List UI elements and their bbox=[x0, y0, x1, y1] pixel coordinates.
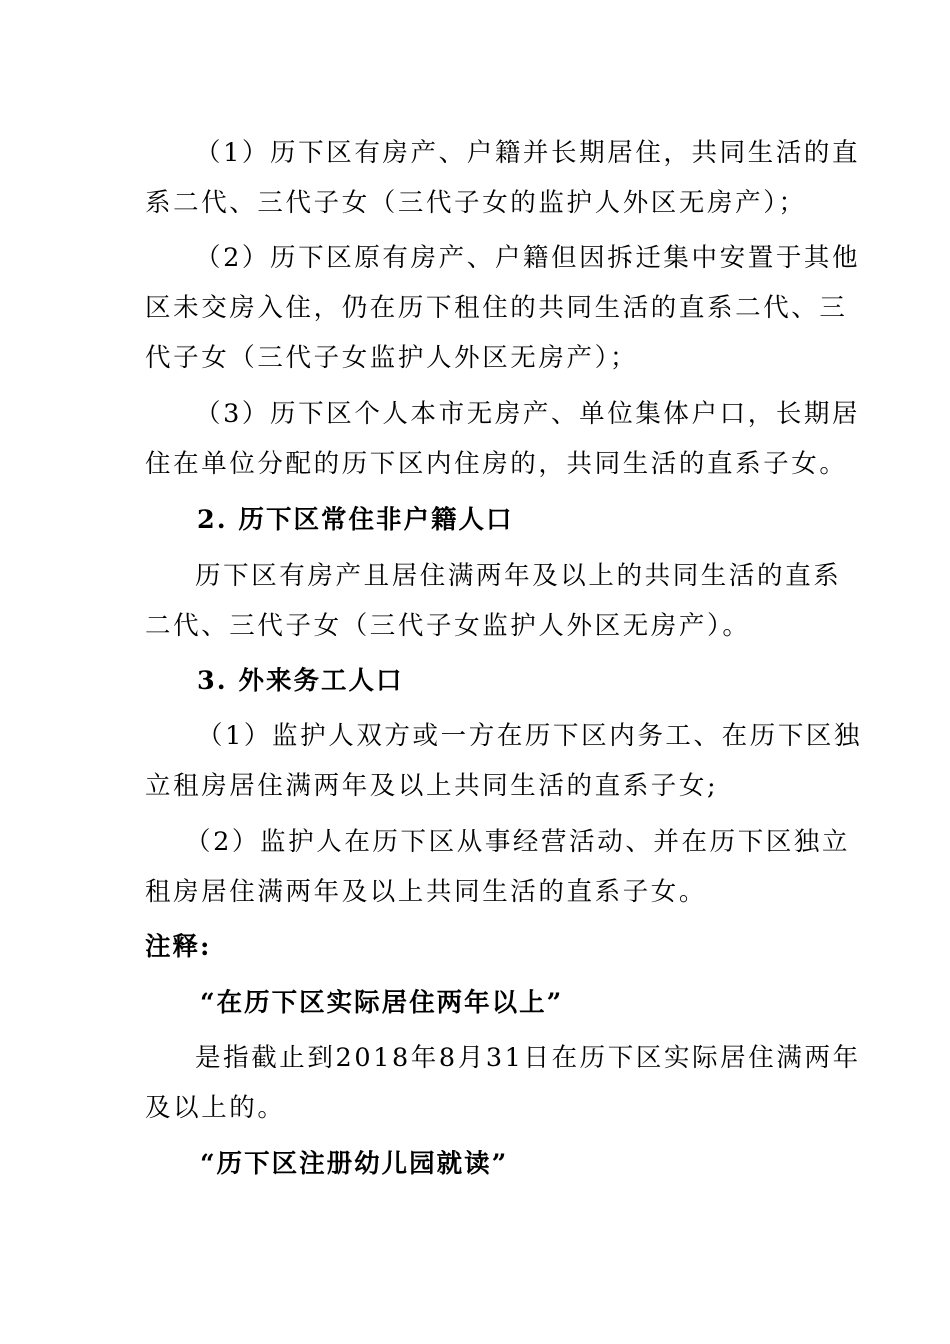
paragraph-4-line-1: 历下区有房产且居住满两年及以上的共同生活的直系 bbox=[195, 561, 842, 591]
term-1-definition-line-1: 是指截止到2018年8月31日在历下区实际居住满两年 bbox=[195, 1043, 861, 1073]
paragraph-2-line-1: （2）历下区原有房产、户籍但因拆迁集中安置于其他 bbox=[195, 243, 861, 273]
paragraph-5-line-2: 立租房居住满两年及以上共同生活的直系子女; bbox=[145, 771, 719, 801]
section-heading-3: 3. 外来务工人口 bbox=[197, 666, 404, 696]
paragraph-2-line-3: 代子女（三代子女监护人外区无房产）； bbox=[145, 343, 639, 373]
section-heading-2: 2. 历下区常住非户籍人口 bbox=[197, 505, 514, 535]
paragraph-3-line-2: 住在单位分配的历下区内住房的，共同生活的直系子女。 bbox=[145, 449, 848, 479]
paragraph-1-line-1: （1）历下区有房产、户籍并长期居住，共同生活的直 bbox=[195, 138, 861, 168]
paragraph-1-line-2: 系二代、三代子女（三代子女的监护人外区无房产）； bbox=[145, 188, 807, 218]
term-1-heading: “在历下区实际居住两年以上” bbox=[200, 988, 564, 1018]
paragraph-6-line-1: （2）监护人在历下区从事经营活动、并在历下区独立 bbox=[185, 827, 851, 857]
paragraph-6-line-2: 租房居住满两年及以上共同生活的直系子女。 bbox=[145, 877, 708, 907]
term-1-definition-line-2: 及以上的。 bbox=[145, 1093, 286, 1123]
paragraph-2-line-2: 区未交房入住，仍在历下租住的共同生活的直系二代、三 bbox=[145, 293, 848, 323]
paragraph-3-line-1: （3）历下区个人本市无房产、单位集体户口，长期居 bbox=[195, 399, 861, 429]
note-heading: 注释: bbox=[145, 932, 212, 962]
paragraph-4-line-2: 二代、三代子女（三代子女监护人外区无房产）。 bbox=[145, 611, 751, 641]
paragraph-5-line-1: （1）监护人双方或一方在历下区内务工、在历下区独 bbox=[197, 721, 863, 751]
term-2-heading: “历下区注册幼儿园就读” bbox=[200, 1149, 509, 1179]
